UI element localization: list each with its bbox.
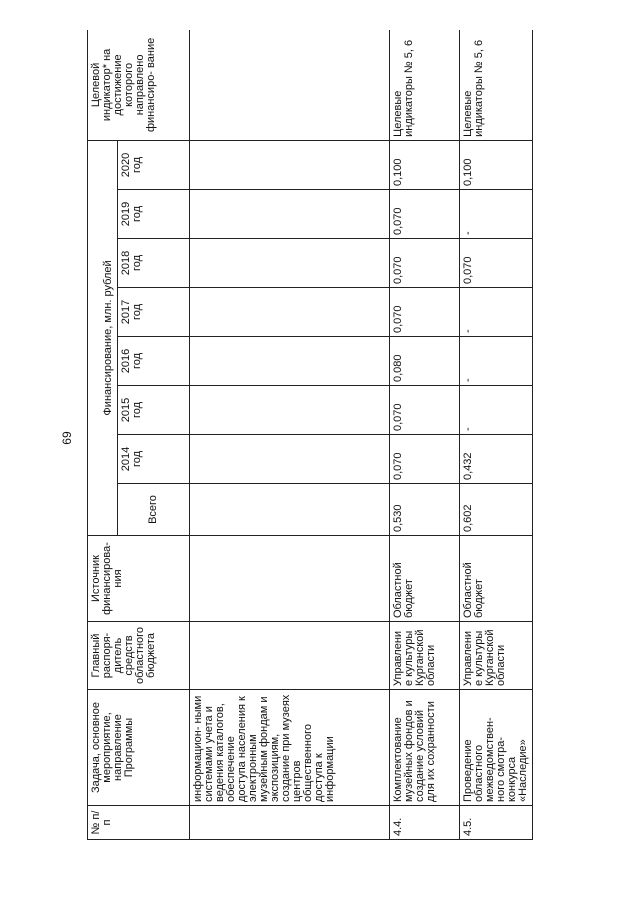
- header-year: 2020 год: [118, 140, 190, 189]
- row-value: 0,070: [460, 239, 533, 288]
- header-row-1: [88, 30, 118, 840]
- row-source: [190, 536, 390, 622]
- header-manager: Главный распоря- дитель средств областного бюджета: [88, 622, 190, 690]
- row-value: [190, 140, 390, 189]
- header-year: 2016 год: [118, 337, 190, 386]
- row-value: 0,100: [460, 140, 533, 189]
- table-row: [460, 30, 533, 840]
- table-row: [190, 30, 390, 840]
- row-total: 0,602: [460, 484, 533, 536]
- row-value: 0,070: [390, 190, 460, 239]
- row-num: [190, 806, 390, 840]
- row-value: [190, 288, 390, 337]
- header-year: 2019 год: [118, 190, 190, 239]
- header-target: Целевой индикатор* на достижение которого направлено финансиро- вание: [88, 30, 190, 140]
- row-value: 0,070: [390, 386, 460, 435]
- row-value: -: [460, 337, 533, 386]
- row-value: [190, 435, 390, 484]
- row-num: 4.4.: [390, 806, 460, 840]
- table-row: [390, 30, 460, 840]
- rotated-table-content: [87, 30, 597, 840]
- row-manager: [190, 622, 390, 690]
- header-num: № п/п: [88, 806, 190, 840]
- row-num: 4.5.: [460, 806, 533, 840]
- row-target: Целевые индикаторы № 5, 6: [390, 30, 460, 140]
- header-financing: Финансирование, млн. рублей: [88, 140, 118, 535]
- row-manager: Управление культуры Курганской области: [390, 622, 460, 690]
- row-task: информацион- ными системами учета и ведения каталогов, обеспечение доступа населения к электронным музейным фондам и экспозициям, создание при музеях центров общественного доступа к информации: [190, 690, 390, 806]
- row-task: Проведение областного межведомствен- ного смотра- конкурса «Наследие»: [460, 690, 533, 806]
- header-year: 2014 год: [118, 435, 190, 484]
- row-manager: Управление культуры Курганской области: [460, 622, 533, 690]
- row-source: Областной бюджет: [460, 536, 533, 622]
- row-value: 0,070: [390, 239, 460, 288]
- row-value: [190, 386, 390, 435]
- header-year: 2017 год: [118, 288, 190, 337]
- row-value: -: [460, 190, 533, 239]
- header-year: 2015 год: [118, 386, 190, 435]
- row-value: 0,100: [390, 140, 460, 189]
- header-task: Задача, основное мероприятие, направление Программы: [88, 690, 190, 806]
- row-value: [190, 239, 390, 288]
- row-value: [190, 337, 390, 386]
- row-total: 0,530: [390, 484, 460, 536]
- row-task: Комплектование музейных фондов и создание условий для их сохранности: [390, 690, 460, 806]
- header-source: Источник финансирова- ния: [88, 536, 190, 622]
- rotated-table-viewport: [87, 30, 597, 840]
- page-number: 69: [60, 431, 74, 445]
- row-value: 0,070: [390, 435, 460, 484]
- row-value: 0,080: [390, 337, 460, 386]
- row-value: -: [460, 386, 533, 435]
- row-value: -: [460, 288, 533, 337]
- row-value: [190, 190, 390, 239]
- row-target: Целевые индикаторы № 5, 6: [460, 30, 533, 140]
- header-year: 2018 год: [118, 239, 190, 288]
- row-total: [190, 484, 390, 536]
- financing-table: [87, 30, 533, 840]
- header-total: Всего: [118, 484, 190, 536]
- row-value: 0,432: [460, 435, 533, 484]
- row-value: 0,070: [390, 288, 460, 337]
- row-target: [190, 30, 390, 140]
- row-source: Областной бюджет: [390, 536, 460, 622]
